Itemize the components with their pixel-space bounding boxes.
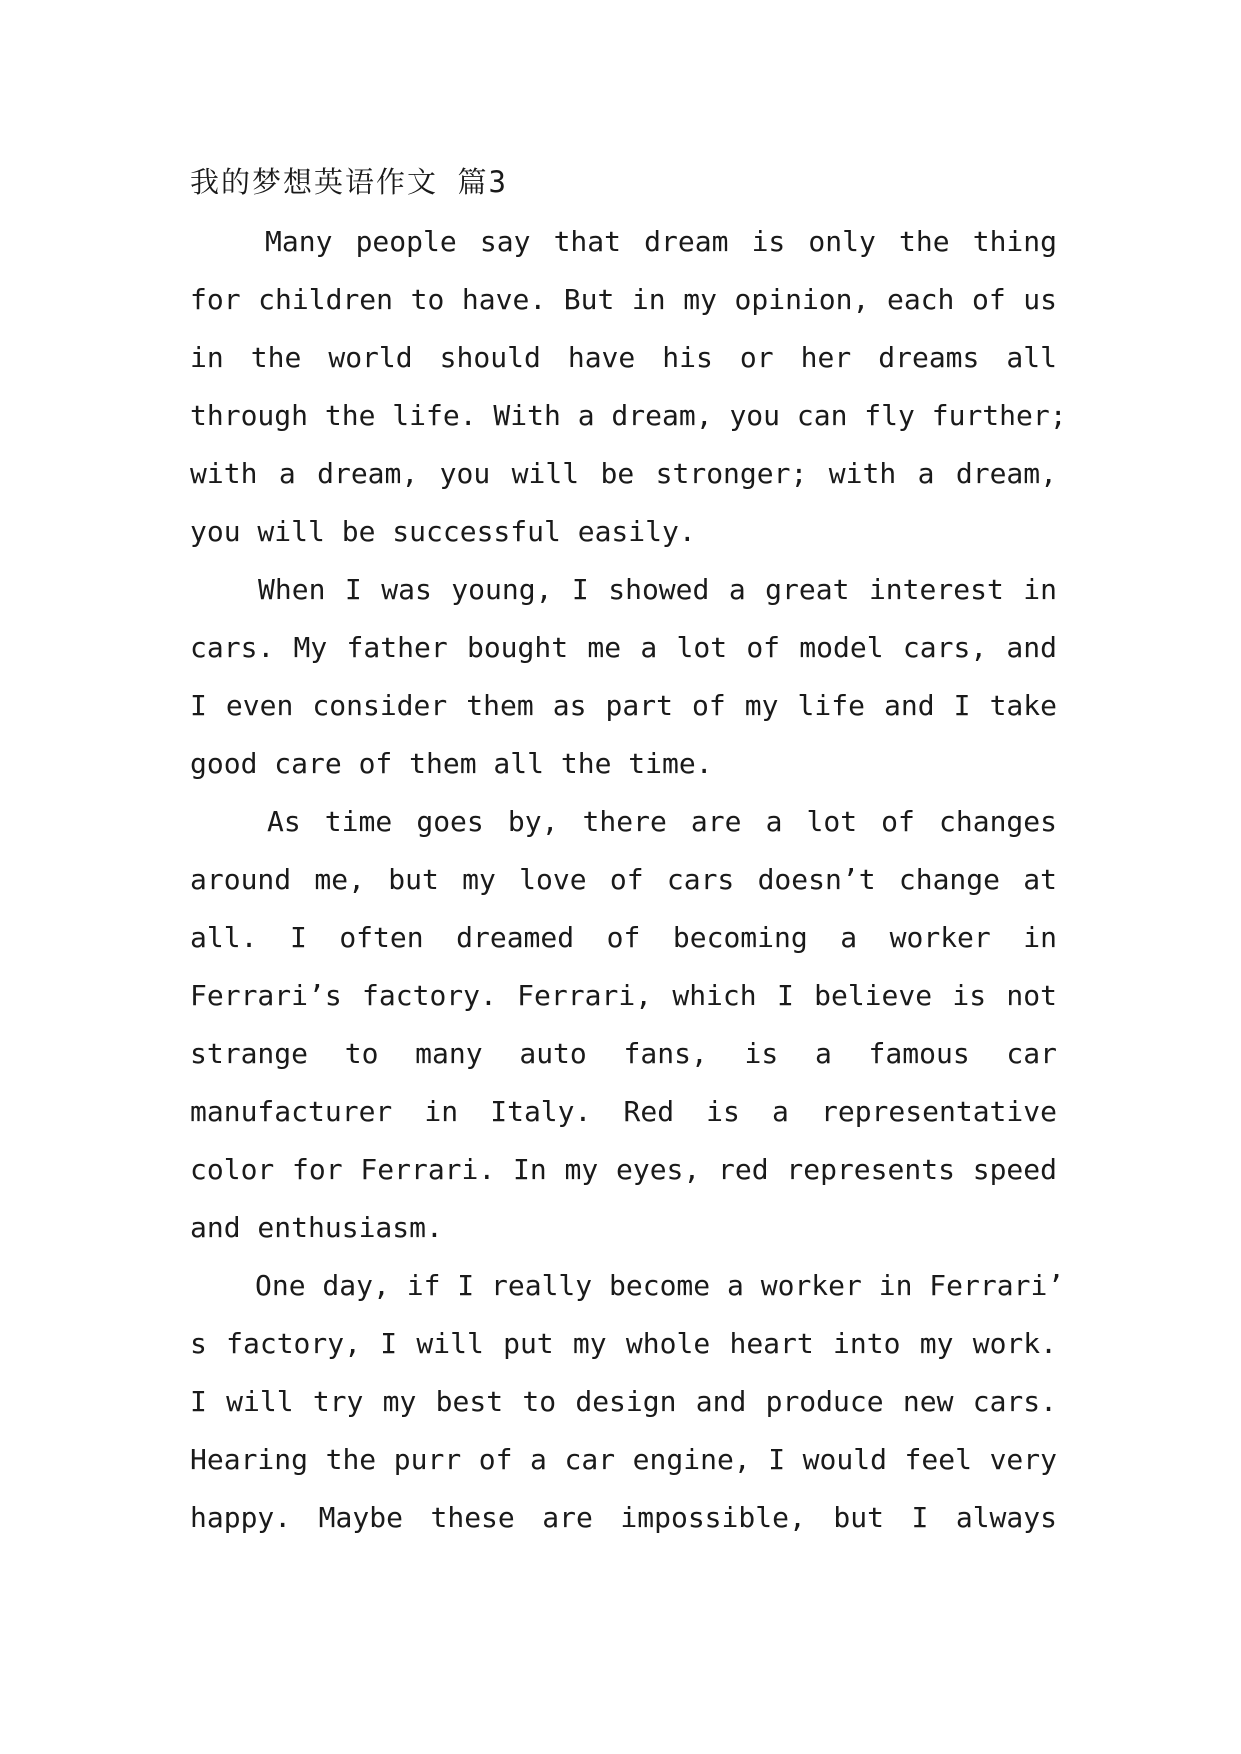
text-line: in the world should have his or her dreams all: [190, 341, 1057, 374]
text-line: Ferrari’s factory. Ferrari, which I believe is not: [190, 979, 1057, 1012]
text-line: all. I often dreamed of becoming a worker in: [190, 921, 1057, 954]
text-line: I will try my best to design and produce new cars.: [190, 1385, 1057, 1418]
text-line: around me, but my love of cars doesn’t change at: [190, 863, 1057, 896]
text-line: good care of them all the time.: [190, 747, 713, 780]
text-line: color for Ferrari. In my eyes, red represents speed: [190, 1153, 1057, 1186]
text-line: manufacturer in Italy. Red is a representative: [190, 1095, 1057, 1128]
text-line: As time goes by, there are a lot of changes: [267, 805, 1057, 838]
text-line: for children to have. But in my opinion, each of us: [190, 283, 1057, 316]
text-line: cars. My father bought me a lot of model cars, and: [190, 631, 1057, 664]
text-line: strange to many auto fans, is a famous car: [190, 1037, 1057, 1070]
text-line: Many people say that dream is only the thing: [265, 225, 1057, 258]
text-line: I even consider them as part of my life and I take: [190, 689, 1057, 722]
text-line: One day, if I really become a worker in Ferrari’: [255, 1269, 1065, 1302]
text-line: Hearing the purr of a car engine, I would feel very: [190, 1443, 1057, 1476]
text-line: s factory, I will put my whole heart into my work.: [190, 1327, 1057, 1360]
essay-title: 我的梦想英语作文 篇3: [190, 165, 508, 199]
text-line: you will be successful easily.: [190, 515, 696, 548]
text-line: with a dream, you will be stronger; with a dream,: [190, 457, 1057, 490]
text-line: When I was young, I showed a great interest in: [258, 573, 1057, 606]
text-line: through the life. With a dream, you can fly further;: [190, 399, 1067, 432]
text-line: happy. Maybe these are impossible, but I always: [190, 1501, 1057, 1534]
text-line: and enthusiasm.: [190, 1211, 443, 1244]
